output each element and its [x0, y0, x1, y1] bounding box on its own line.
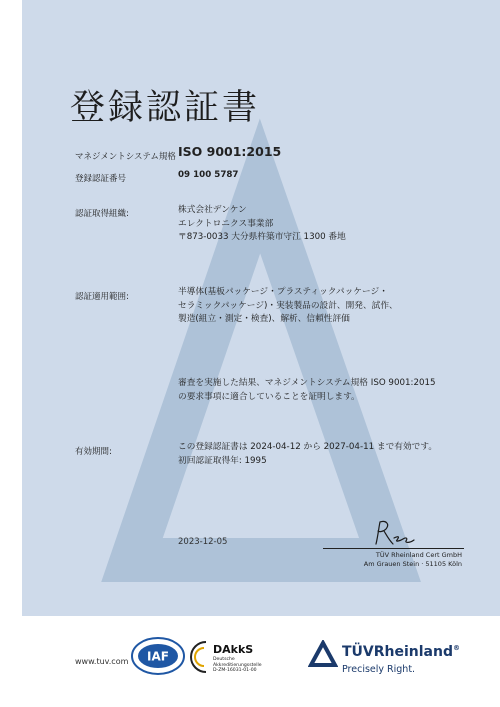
issue-date: 2023-12-05	[178, 537, 228, 547]
signature	[370, 518, 420, 548]
validity-label: 有効期間:	[75, 447, 112, 457]
website-link[interactable]: www.tuv.com	[75, 657, 129, 666]
dakks-line: Akkreditierungsstelle	[213, 662, 262, 668]
holder-division: エレクトロニクス事業部	[178, 218, 274, 229]
certificate-holder-label: 認証取得組織:	[75, 209, 129, 219]
dakks-name: DAkkS	[213, 643, 254, 656]
validity-period: この登録認証書は 2024-04-12 から 2027-04-11 まで有効です。	[178, 442, 438, 452]
dakks-line: Deutsche	[213, 657, 235, 662]
scope-line: 半導体(基板パッケージ・プラスティックパッケージ・	[178, 287, 388, 297]
initial-certification-year: 初回認証取得年: 1995	[178, 455, 267, 466]
tuv-tagline: Precisely Right.	[342, 664, 416, 675]
standard-label: マネジメントシステム規格	[75, 152, 176, 162]
registration-number-value: 09 100 5787	[178, 170, 239, 180]
tuv-triangle-icon	[308, 640, 338, 668]
issuer-address: Am Grauen Stein · 51105 Köln	[363, 560, 462, 568]
tuv-rheinland-wordmark	[342, 644, 460, 660]
holder-name: 株式会社デンケン	[178, 205, 247, 215]
dakks-line: D-ZM-16031-01-00	[213, 668, 257, 674]
scope-line: 製造(組立・測定・検査)、解析、信頼性評価	[178, 314, 350, 324]
certificate-holder-value	[178, 204, 346, 245]
holder-address: 〒873-0033 大分県杵築市守江 1300 番地	[178, 232, 346, 242]
iaf-logo	[130, 636, 186, 676]
registration-number-label: 登録認証番号	[75, 174, 127, 184]
statement-line: の要求事項に適合していることを証明します。	[178, 391, 360, 402]
dakks-details	[213, 657, 262, 674]
certificate-title: 登録認証書	[70, 88, 261, 128]
statement-line: 審査を実施した結果、マネジメントシステム規格 ISO 9001:2015	[178, 378, 436, 388]
validity-value	[178, 441, 437, 468]
scope-line: セラミックパッケージ)・実装製品の設計、開発、試作、	[178, 300, 398, 311]
dakks-emblem	[190, 638, 212, 676]
registered-mark: ®	[453, 644, 460, 652]
scope-label: 認証適用範囲:	[75, 292, 129, 302]
conformity-statement	[178, 377, 436, 404]
scope-value	[178, 286, 398, 327]
standard-value: ISO 9001:2015	[178, 144, 282, 159]
issuer-name: TÜV Rheinland Cert GmbH	[375, 551, 462, 559]
iaf-logo-text: IAF	[147, 649, 169, 664]
issuer-block	[364, 551, 462, 569]
signature-line	[323, 548, 464, 549]
tuv-name-text: TÜVRheinland	[342, 644, 453, 660]
